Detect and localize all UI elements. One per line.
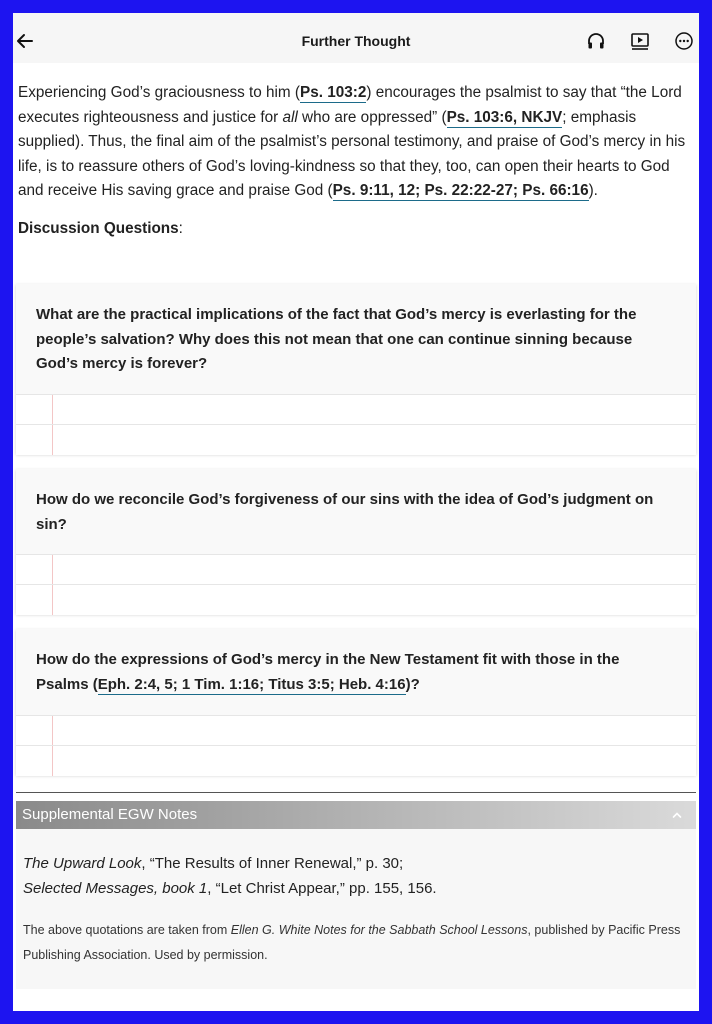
emphasis-text: all: [282, 108, 298, 126]
bible-ref-link[interactable]: Ps. 9:11, 12; Ps. 22:22-27; Ps. 66:16: [332, 182, 589, 199]
video-play-icon[interactable]: [630, 31, 650, 51]
text: , published by Pacific Press Publishing Association. Used by permission.: [23, 923, 681, 962]
text: , “The Results of Inner Renewal,” p. 30;: [141, 855, 404, 872]
discussion-title: [18, 220, 690, 238]
egw-reference-2: [23, 877, 437, 902]
answer-line[interactable]: [16, 394, 696, 425]
answer-line[interactable]: [16, 584, 696, 615]
bible-ref-link[interactable]: Ps. 103:6, NKJV: [446, 108, 563, 126]
text: ; emphasis supplied). Thus, the final aim of the psalmist’s personal testimony, and praise of God’s mercy in his life, is to reassure others of God’s loving-kindness so that they, too, can open their hearts to God and receive His saving grace and praise God (: [18, 108, 686, 199]
text: , “Let Christ Appear,” pp. 155, 156.: [207, 879, 437, 897]
question-card-1: [16, 284, 696, 454]
question-text: [16, 629, 696, 697]
question-text: How do we reconcile God’s forgiveness of our sins with the idea of God’s judgment on sin?: [36, 491, 654, 533]
text: The above quotations are taken from: [23, 923, 231, 937]
egw-notes-body: [16, 829, 696, 989]
app-window: [13, 13, 699, 1011]
text: who are oppressed” (: [297, 108, 447, 126]
lesson-content: [18, 81, 690, 238]
more-options-icon[interactable]: [674, 31, 694, 51]
answer-line[interactable]: [16, 745, 696, 776]
answer-area[interactable]: [16, 554, 696, 614]
text: Experiencing God’s graciousness to him (: [18, 84, 300, 101]
text: ).: [588, 182, 598, 199]
page-title: Further Thought: [301, 33, 411, 49]
book-title: The Upward Look: [23, 855, 142, 872]
text: How do the expressions of God’s mercy in the New Testament fit with those in the Psalms (: [36, 651, 620, 693]
bible-ref-link[interactable]: Ps. 103:2: [300, 84, 367, 101]
discussion-title-text: Discussion Questions: [18, 219, 179, 237]
egw-references: [23, 852, 437, 901]
answer-line[interactable]: [16, 715, 696, 746]
question-text: What are the practical implications of the fact that God’s mercy is everlasting for the people’s salvation? Why does this not mean that one can continue sinning because God’s mercy is forever?: [36, 306, 637, 372]
further-thought-paragraph: [18, 81, 690, 204]
text: ) encourages the psalmist to say that “the Lord executes righteousness and justice for: [18, 84, 682, 126]
egw-notes-header[interactable]: [16, 801, 696, 829]
answer-area[interactable]: [16, 394, 696, 454]
egw-notes-title: Supplemental EGW Notes: [22, 806, 198, 823]
headphones-icon[interactable]: [586, 31, 606, 51]
section-divider: [16, 792, 696, 793]
top-bar: [13, 13, 699, 63]
question-card-3: [16, 629, 696, 775]
book-title: Selected Messages, book 1: [23, 879, 208, 897]
bible-ref-link[interactable]: Eph. 2:4, 5; 1 Tim. 1:16; Titus 3:5; Heb. 4:16: [97, 675, 406, 693]
text: )?: [405, 675, 420, 693]
book-title: Ellen G. White Notes for the Sabbath School Lessons: [230, 923, 528, 937]
answer-area[interactable]: [16, 715, 696, 775]
question-card-2: [16, 469, 696, 614]
chevron-up-icon[interactable]: [672, 810, 682, 820]
answer-line[interactable]: [16, 554, 696, 585]
discussion-colon: :: [178, 219, 183, 237]
answer-line[interactable]: [16, 424, 696, 455]
egw-reference-1: [23, 852, 437, 877]
egw-permission-note: [23, 918, 689, 968]
